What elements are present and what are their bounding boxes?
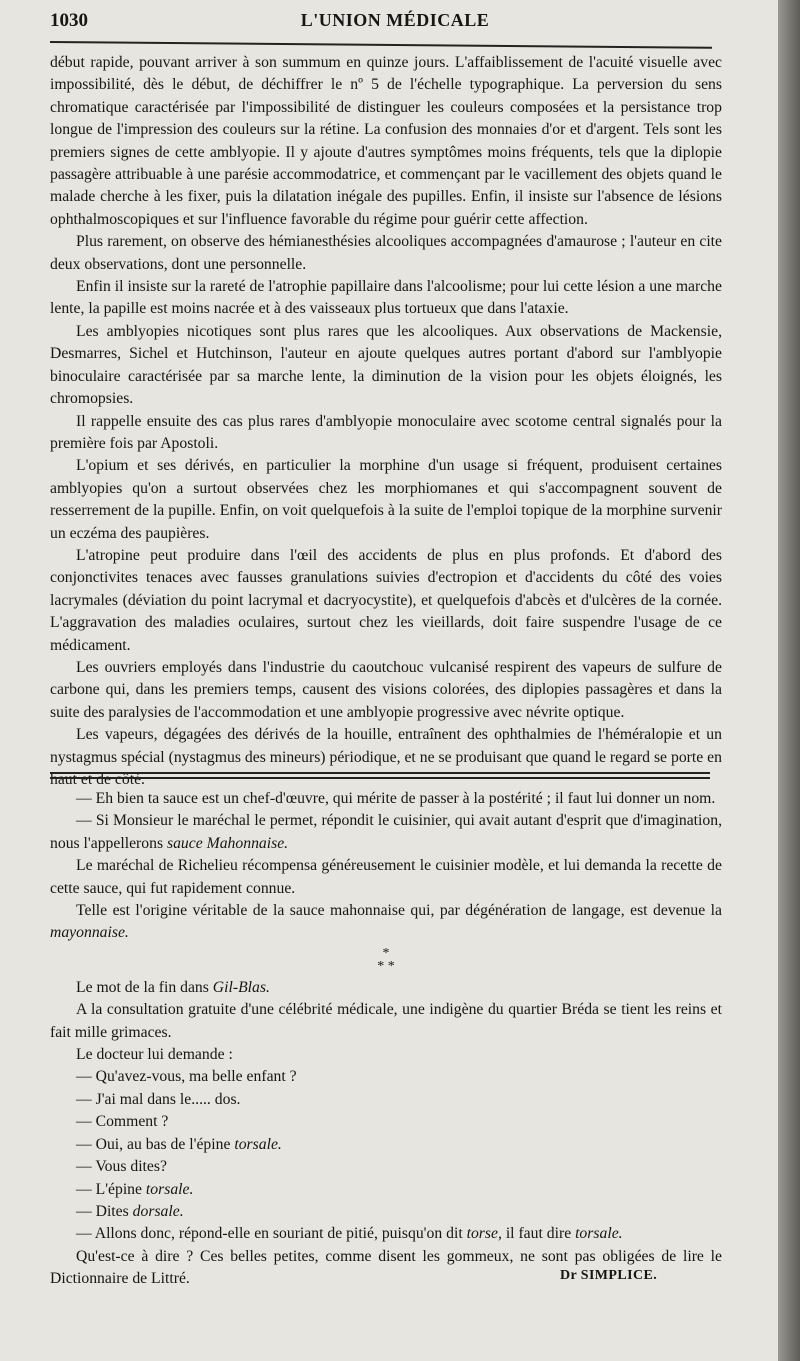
- section-asterism: * * *: [377, 945, 395, 974]
- dialogue-line: — L'épine torsale.: [76, 1180, 194, 1198]
- article-column: [50, 52, 722, 791]
- feuilleton-paragraph: Le mot de la fin dans Gil-Blas.: [76, 978, 270, 996]
- author-signature: Dr SIMPLICE.: [560, 1268, 658, 1283]
- article-paragraph: Enfin il insiste sur la rareté de l'atrophie papillaire dans l'alcoolisme; pour lui cette lésion a une marche lente, la papille est moins nacrée et à des vaisseaux plus tortueux que dans l'ataxie.: [50, 278, 722, 318]
- article-paragraph: L'atropine peut produire dans l'œil des accidents de plus en plus profonds. Et d'abord des conjonctivites tenaces avec fausses granulations suivies d'ectropion et d'accidents du côté des voies lacrymales (déviation du point lacrymal et dacryocystite), et quelquefois d'abcès et d'ulcères de la cornée. L'aggravation des maladies oculaires, surtout chez les vieillards, doit faire suspendre l'usage de ce médicament.: [50, 546, 722, 654]
- dialogue-line: — J'ai mal dans le..... dos.: [76, 1090, 241, 1108]
- article-paragraph: début rapide, pouvant arriver à son summum en quinze jours. L'affaiblissement de l'acuité visuelle avec impossibilité, dès le début, de déchiffrer le nº 5 de l'échelle typographique. La perversion du sens chromatique caractérisée par l'impossibilité de distinguer les couleurs composées et la persistance trop longue de l'impression des couleurs sur la rétine. La confusion des monnaies d'or et d'argent. Tels sont les premiers signes de cette amblyopie. Il y ajoute d'autres symptômes moins fréquents, tels que la diplopie passagère attribuable à une parésie accommodatrice, et commençant par le vacillement des objets quand le malade cherche à les fixer, puis la dilatation inégale des pupilles. Enfin, il insiste sur l'absence de lésions ophthalmoscopiques et sur l'influence favorable du régime pour guérir cette affection.: [50, 54, 722, 228]
- article-paragraph: Il rappelle ensuite des cas plus rares d'amblyopie monoculaire avec scotome central signalés pour la première fois par Apostoli.: [50, 412, 722, 452]
- dialogue-line: — Allons donc, répond-elle en souriant de pitié, puisqu'on dit torse, il faut dire torsale.: [76, 1225, 623, 1243]
- article-paragraph: Les ouvriers employés dans l'industrie du caoutchouc vulcanisé respirent des vapeurs de sulfure de carbone qui, dans les premiers temps, causent des visions colorées, des diplopies passagères et dans la suite des paralysies de l'accommodation et une amblyopie progressive avec névrite optique.: [50, 658, 722, 721]
- feuilleton-column: [50, 788, 722, 1291]
- gil-blas-title: Gil-Blas.: [212, 978, 270, 996]
- section-double-rule: [50, 772, 710, 779]
- mayonnaise-word: mayonnaise.: [50, 924, 129, 942]
- dialogue-line: — Oui, au bas de l'épine torsale.: [76, 1135, 282, 1153]
- feuilleton-paragraph: — Eh bien ta sauce est un chef-d'œuvre, qui mérite de passer à la postérité ; il faut lui donner un nom.: [76, 790, 716, 807]
- running-head: L'UNION MÉDICALE: [300, 10, 490, 30]
- feuilleton-paragraph: Le maréchal de Richelieu récompensa généreusement le cuisinier modèle, et lui demanda la recette de cette sauce, qui fut rapidement connue.: [50, 857, 722, 897]
- feuilleton-paragraph: Le docteur lui demande :: [76, 1046, 233, 1064]
- article-paragraph: Les amblyopies nicotiques sont plus rares que les alcooliques. Aux observations de Mackensie, Desmarres, Sichel et Hutchinson, l'auteur en ajoute quelques autres portant d'abord sur l'amblyopie binoculaire caractérisée par sa marche lente, la diminution de la vision pour les objets éloignés, les chromopsies.: [50, 322, 722, 408]
- feuilleton-paragraph: — Si Monsieur le maréchal le permet, répondit le cuisinier, qui avait autant d'esprit que d'imagination, nous l'appellerons sauce Mahonnaise.: [50, 812, 722, 852]
- sauce-name: sauce Mahonnaise.: [166, 834, 289, 852]
- page-edge-shadow: [778, 0, 800, 1361]
- dialogue-line: — Vous dites?: [76, 1158, 167, 1176]
- dialogue-line: — Comment ?: [76, 1113, 169, 1131]
- header-rule: [50, 41, 712, 49]
- page-header: [50, 6, 740, 36]
- dialogue-line: — Dites dorsale.: [76, 1202, 184, 1220]
- dialogue-line: — Qu'avez-vous, ma belle enfant ?: [76, 1068, 297, 1086]
- article-paragraph: Les vapeurs, dégagées des dérivés de la houille, entraînent des ophthalmies de l'héméralopie et un nystagmus spécial (nystagmus des mineurs) périodique, et ne se produisant que quand le regard se porte en haut et de côté.: [50, 726, 722, 788]
- feuilleton-paragraph: Qu'est-ce à dire ? Ces belles petites, comme disent les gommeux, ne sont pas obligées de lire le Dictionnaire de Littré.: [50, 1247, 722, 1288]
- page-number: 1030: [50, 10, 88, 31]
- feuilleton-paragraph: A la consultation gratuite d'une célébrité médicale, une indigène du quartier Bréda se tient les reins et fait mille grimaces.: [50, 1001, 722, 1041]
- feuilleton-paragraph: Telle est l'origine véritable de la sauce mahonnaise qui, par dégénération de langage, est devenue la mayonnaise.: [50, 902, 722, 942]
- article-paragraph: L'opium et ses dérivés, en particulier la morphine d'un usage si fréquent, produisent certaines amblyopies qu'on a surtout observées chez les morphiomanes et qui s'accompagnent souvent de resserrement de la pupille. Enfin, on voit quelquefois à la suite de l'emploi topique de la morphine survenir un eczéma des paupières.: [50, 457, 722, 542]
- article-paragraph: Plus rarement, on observe des hémianesthésies alcooliques accompagnées d'amaurose ; l'auteur en cite deux observations, dont une personnelle.: [50, 233, 722, 273]
